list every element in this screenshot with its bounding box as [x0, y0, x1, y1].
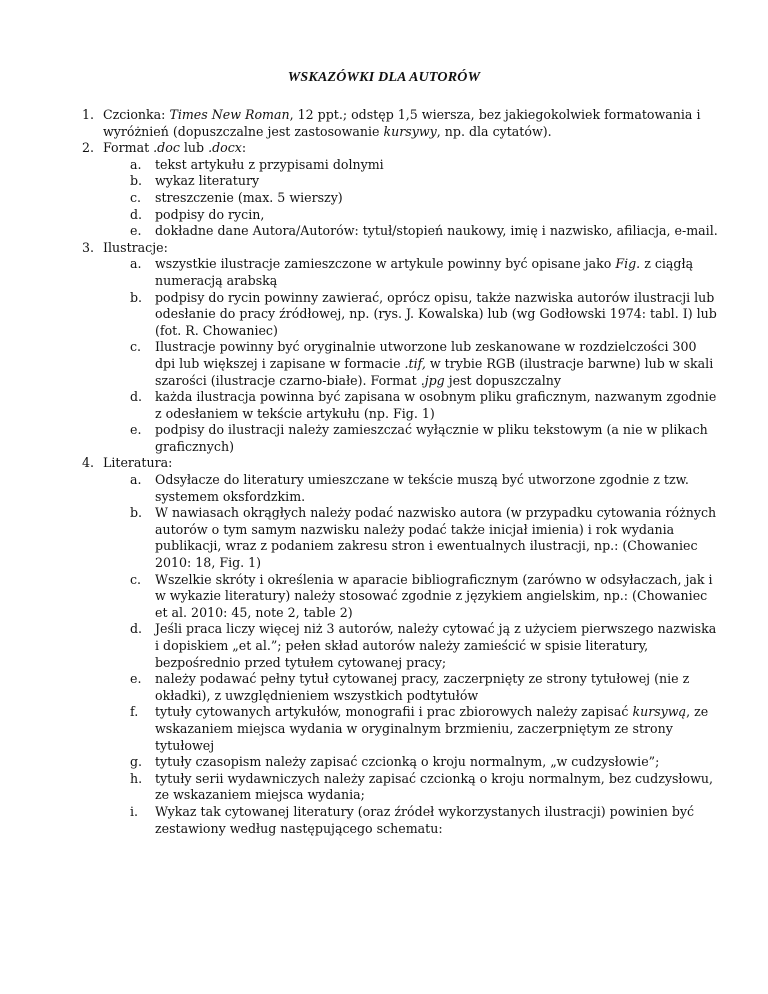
- section-text: [103, 140, 246, 155]
- subitem-text: [155, 804, 694, 836]
- list-letter: a.: [130, 256, 142, 272]
- list-letter: b.: [130, 505, 143, 521]
- subitem-text: [155, 771, 713, 803]
- list-subitem: [80, 207, 720, 224]
- text-run: , 12 ppt.; odstęp 1,5 wiersza, bez jakiegokolwiek formatowania i wyróżnień (dopuszczalne jest zastosowanie: [103, 107, 701, 139]
- list-subitem: [80, 256, 720, 289]
- text-run: Literatura:: [103, 455, 173, 471]
- text-run: podpisy do rycin,: [155, 206, 265, 222]
- list-letter: g.: [130, 754, 143, 770]
- text-run: streszczenie (max. 5 wierszy): [155, 189, 343, 205]
- guidelines-list: [80, 107, 720, 837]
- list-subitem: [80, 671, 720, 704]
- text-run: wszystkie ilustracje zamieszczone w artykule powinny być opisane jako: [155, 256, 616, 272]
- subitem-text: [155, 256, 693, 288]
- list-letter: a.: [130, 156, 142, 172]
- document-title: WSKAZÓWKI DLA AUTORÓW: [287, 70, 481, 85]
- section-text: [103, 240, 168, 255]
- list-letter: f.: [130, 704, 139, 720]
- text-run: każda ilustracja powinna być zapisana w osobnym pliku graficznym, nazwanym zgodnie z odesłaniem w tekście artykułu (np. Fig. 1): [155, 389, 717, 421]
- list-letter: e.: [130, 422, 142, 438]
- list-number: 3.: [82, 239, 95, 255]
- italic-text: .doc: [153, 140, 180, 156]
- list-subitem: [80, 190, 720, 207]
- text-run: tekst artykułu z przypisami dolnymi: [155, 156, 384, 172]
- list-letter: c.: [130, 189, 142, 205]
- text-run: , ze wskazaniem miejsca wydania w oryginalnym brzmieniu, zaczerpniętym ze strony tytułowej: [155, 704, 709, 753]
- list-subitem: [80, 173, 720, 190]
- list-letter: i.: [130, 803, 139, 819]
- text-run: , np. dla cytatów).: [436, 123, 552, 139]
- text-run: lub: [179, 140, 209, 156]
- list-item-section: [80, 107, 720, 140]
- text-run: jest dopuszczalny: [444, 372, 561, 388]
- list-subitem: [80, 290, 720, 340]
- list-subitem: [80, 804, 720, 837]
- list-letter: d.: [130, 206, 143, 222]
- subitem-text: [155, 190, 343, 205]
- text-run: tytuły cytowanych artykułów, monografii i prac zbiorowych należy zapisać: [155, 704, 633, 720]
- list-subitem: [80, 704, 720, 754]
- text-run: z ciągłą numeracją arabską: [155, 256, 694, 288]
- subitem-text: [155, 671, 689, 703]
- subitem-text: [155, 505, 716, 570]
- section-text: [103, 455, 172, 470]
- list-subitem: [80, 771, 720, 804]
- subitem-text: [155, 290, 717, 338]
- list-letter: e.: [130, 223, 142, 239]
- list-letter: d.: [130, 389, 143, 405]
- text-run: dokładne dane Autora/Autorów: tytuł/stopień naukowy, imię i nazwisko, afiliacja, e-mail.: [155, 223, 718, 239]
- subitem-text: [155, 207, 264, 222]
- list-letter: h.: [130, 770, 143, 786]
- list-letter: c.: [130, 571, 142, 587]
- list-subitem: [80, 572, 720, 622]
- subitem-text: [155, 173, 259, 188]
- text-run: Jeśli praca liczy więcej niż 3 autorów, należy cytować ją z użyciem pierwszego nazwiska i dopiskiem „et al.”; pełen skład autorów należy zamieścić w spisie literatury, bezpośrednio przed tytułem cytowanej pracy;: [155, 621, 717, 670]
- text-run: podpisy do rycin powinny zawierać, oprócz opisu, także nazwiska autorów ilustracji lub odesłanie do pracy źródłowej, np. (rys. J. Kowalska) lub (wg Godłowski 1974: tabl. I) lub (fot. R. Chowaniec): [155, 289, 717, 338]
- text-run: Ilustracje powinny być oryginalnie utworzone lub zeskanowane w rozdzielczości 300 dpi lub większej i zapisane w formacie: [155, 339, 697, 371]
- list-item-section: [80, 455, 720, 472]
- list-subitem: [80, 422, 720, 455]
- subitem-text: [155, 339, 713, 387]
- subitem-text: [155, 223, 718, 238]
- list-letter: b.: [130, 289, 143, 305]
- list-item-section: [80, 240, 720, 257]
- subitem-text: [155, 754, 659, 769]
- list-subitem: [80, 505, 720, 571]
- list-subitem: [80, 339, 720, 389]
- text-run: w trybie RGB (ilustracje barwne) lub w skali szarości (ilustracje czarno-białe). Format: [155, 355, 714, 388]
- list-subitem: [80, 472, 720, 505]
- list-subitem: [80, 621, 720, 671]
- text-run: W nawiasach okrągłych należy podać nazwisko autora (w przypadku cytowania różnych autorów o tym samym nazwisku należy podać także inicjał imienia) i rok wydania publikacji, wraz z podaniem zakresu stron i ewentualnych ilustracji, np.: (Chowaniec 2010: 18, Fig. 1): [155, 505, 717, 571]
- text-run: Ilustracje:: [103, 239, 168, 255]
- list-item-section: [80, 140, 720, 157]
- text-run: Odsyłacze do literatury umieszczane w tekście muszą być utworzone zgodnie z tzw. systemem oksfordzkim.: [155, 472, 689, 504]
- text-run: Format: [103, 140, 154, 156]
- subitem-text: [155, 704, 708, 752]
- list-subitem: [80, 157, 720, 174]
- list-number: 4.: [82, 455, 95, 471]
- text-run: tytuły czasopism należy zapisać czcionką o kroju normalnym, „w cudzysłowie”;: [155, 754, 660, 770]
- list-letter: c.: [130, 339, 142, 355]
- subitem-text: [155, 572, 713, 620]
- italic-text: Times New Roman: [169, 107, 290, 122]
- list-letter: b.: [130, 173, 143, 189]
- italic-text: kursywą: [632, 704, 687, 720]
- text-run: podpisy do ilustracji należy zamieszczać wyłącznie w pliku tekstowym (a nie w plikach graficznych): [155, 422, 708, 454]
- italic-text: kursywy: [383, 123, 437, 139]
- text-run: wykaz literatury: [155, 173, 260, 189]
- text-run: Czcionka:: [103, 107, 170, 122]
- italic-text: .docx: [208, 140, 242, 156]
- list-letter: d.: [130, 621, 143, 637]
- italic-text: Fig.: [615, 256, 641, 272]
- list-letter: e.: [130, 671, 142, 687]
- text-run: :: [241, 140, 247, 156]
- list-subitem: [80, 389, 720, 422]
- subitem-text: [155, 422, 708, 454]
- list-number: 2.: [82, 140, 95, 156]
- list-subitem: [80, 754, 720, 771]
- text-run: tytuły serii wydawniczych należy zapisać czcionką o kroju normalnym, bez cudzysłowu, ze wskazaniem miejsca wydania;: [155, 770, 713, 803]
- list-subitem: [80, 223, 720, 240]
- text-run: należy podawać pełny tytuł cytowanej pracy, zaczerpnięty ze strony tytułowej (nie z okładki), z uwzględnieniem wszystkich podtytułów: [155, 671, 690, 703]
- section-text: [103, 107, 700, 139]
- subitem-text: [155, 157, 384, 172]
- subitem-text: [155, 472, 689, 504]
- italic-text: .tif,: [404, 355, 426, 371]
- subitem-text: [155, 621, 716, 669]
- list-letter: a.: [130, 472, 142, 488]
- italic-text: .jpg: [420, 372, 445, 388]
- text-run: Wykaz tak cytowanej literatury (oraz źródeł wykorzystanych ilustracji) powinien być zestawiony według następującego schematu:: [155, 803, 695, 836]
- subitem-text: [155, 389, 716, 421]
- list-number: 1.: [82, 107, 95, 122]
- text-run: Wszelkie skróty i określenia w aparacie bibliograficznym (zarówno w odsyłaczach, jak i w wykazie literatury) należy stosować zgodnie z językiem angielskim, np.: (Chowaniec et al. 2010: 45, note 2, table 2): [155, 571, 713, 620]
